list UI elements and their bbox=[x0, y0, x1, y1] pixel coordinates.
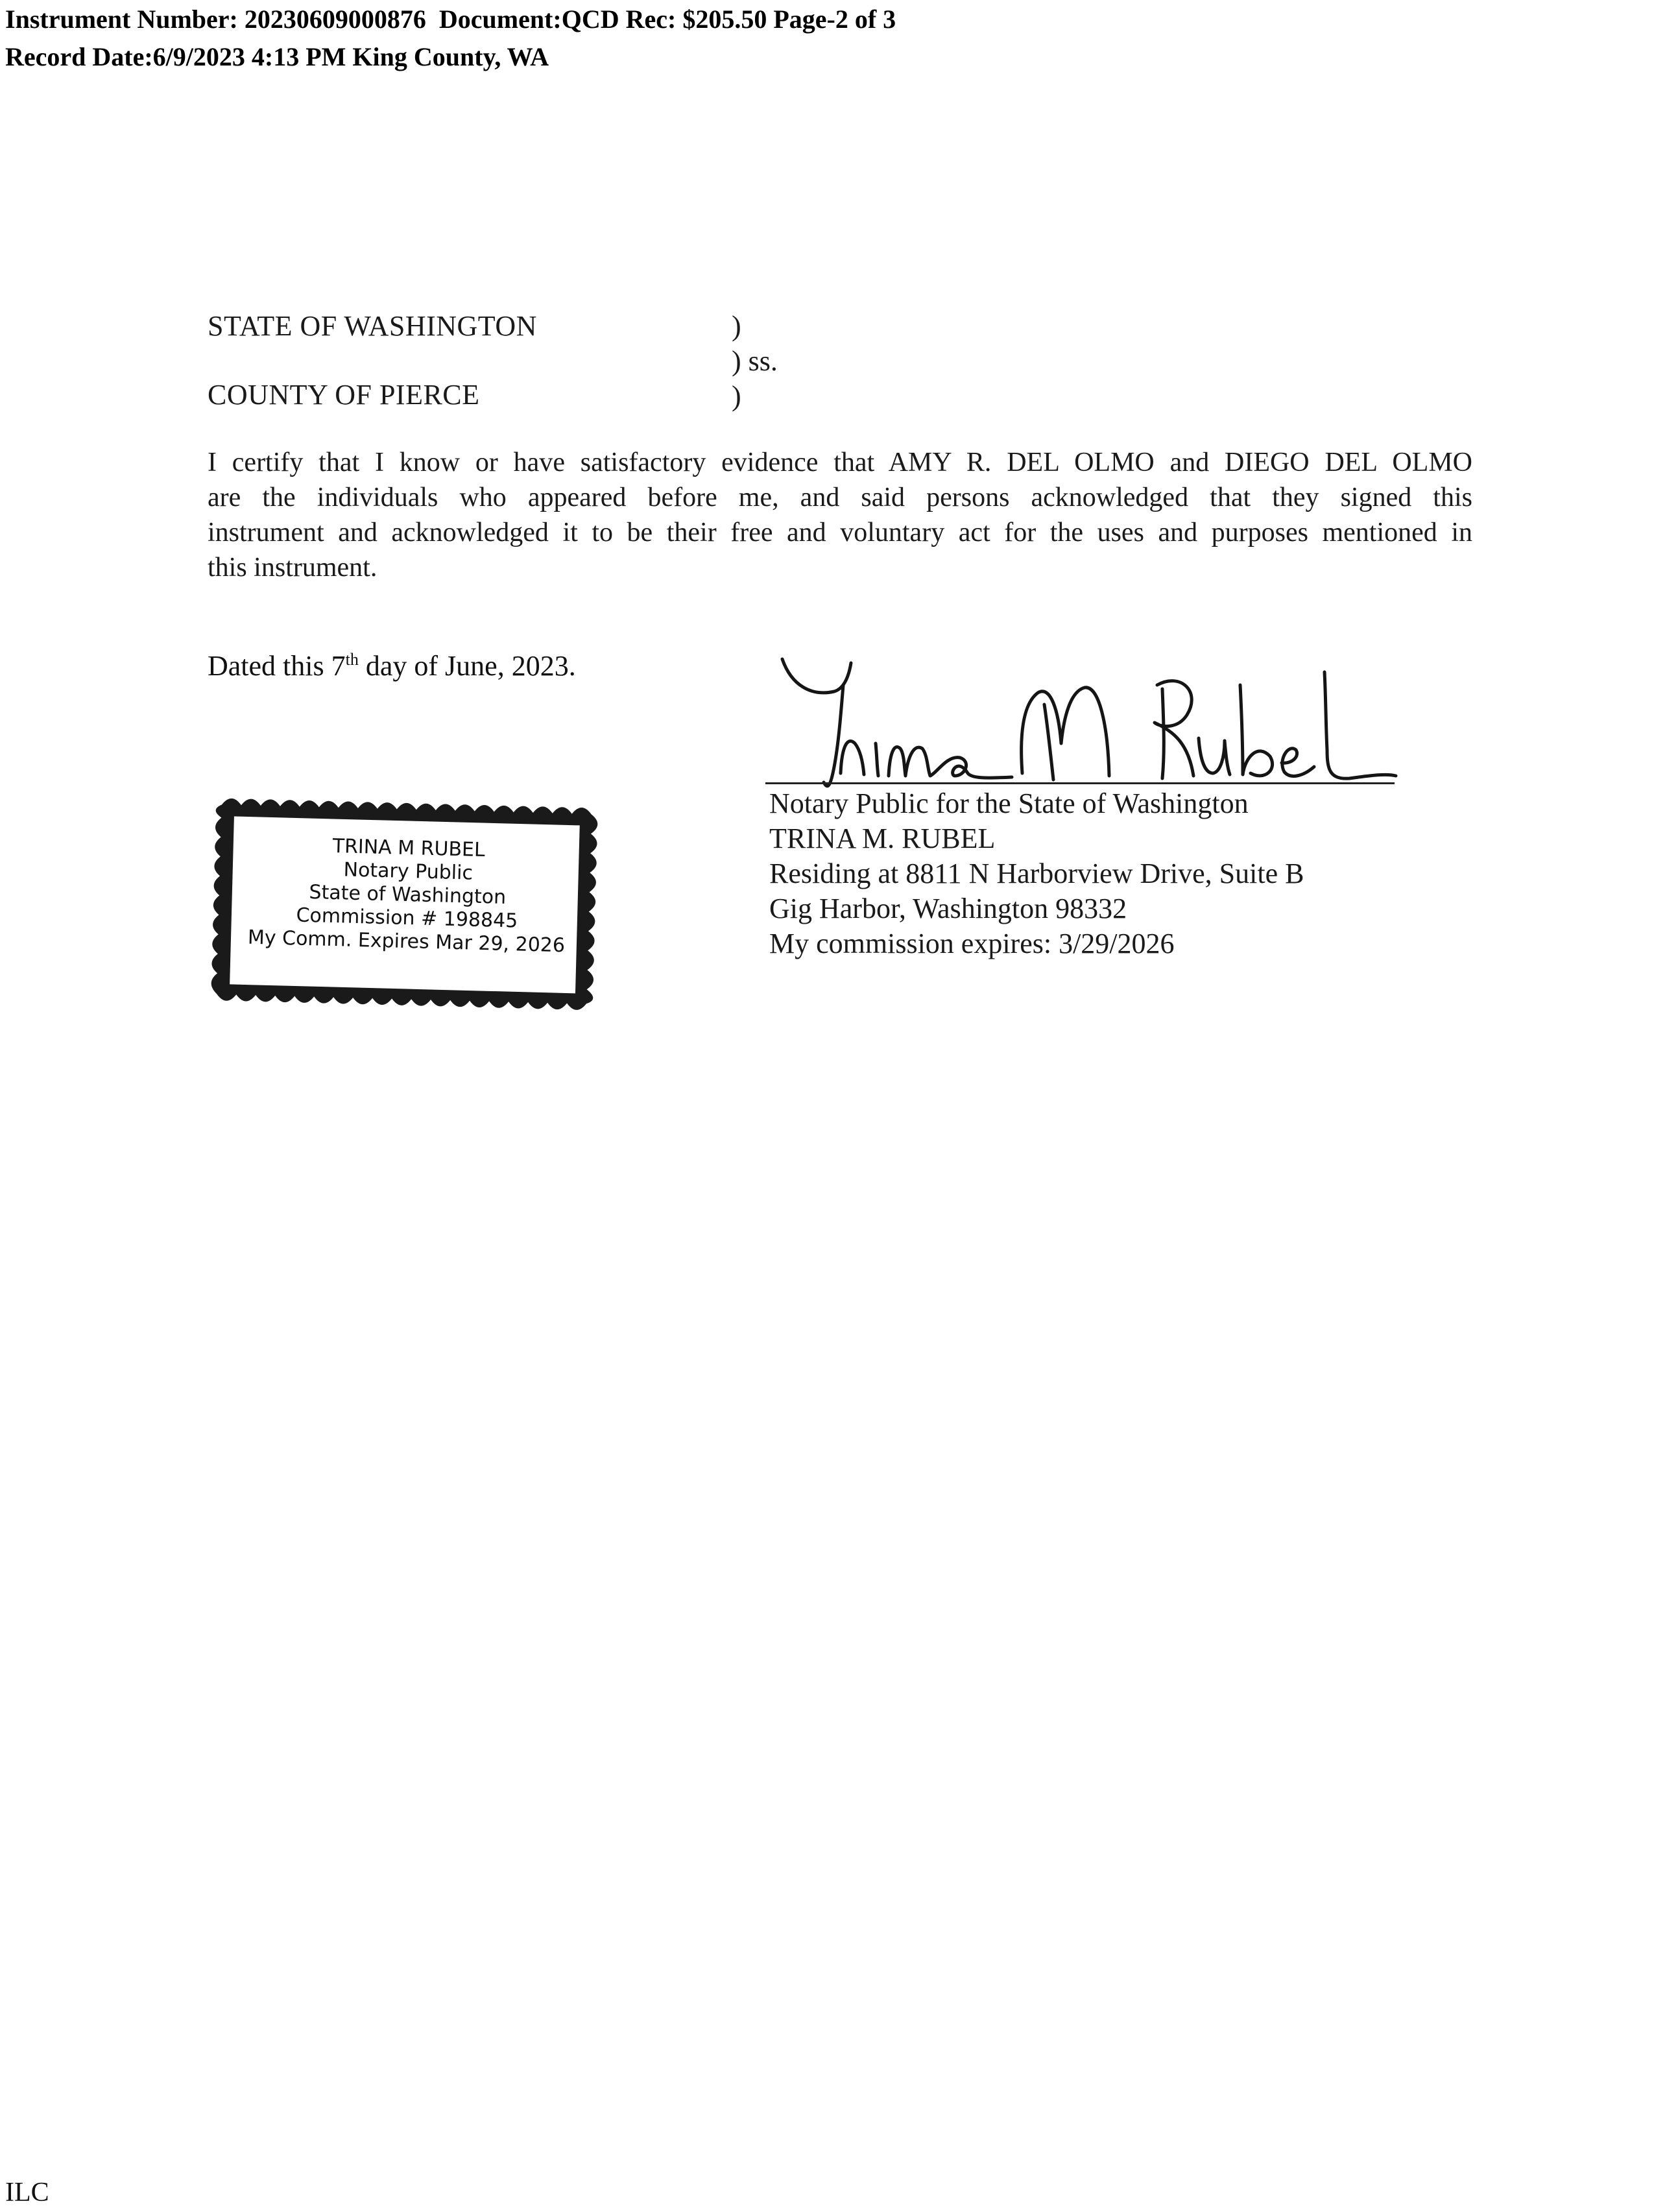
notary-block bbox=[769, 786, 1304, 961]
acknowledgment-line: I certify that I know or have satisfactory evidence that AMY R. DEL OLMO and DIEGO DEL OLMO bbox=[208, 448, 1472, 477]
dated-suffix: day of June, 2023. bbox=[358, 650, 576, 682]
notary-name: TRINA M. RUBEL bbox=[769, 823, 996, 854]
venue-state: STATE OF WASHINGTON bbox=[208, 310, 537, 342]
notary-city: Gig Harbor, Washington 98332 bbox=[769, 893, 1127, 924]
venue-paren-top: ) bbox=[732, 310, 741, 342]
stamp-commission-number: Commission # 198845 bbox=[296, 904, 518, 933]
notary-title: Notary Public for the State of Washington bbox=[769, 787, 1249, 819]
dated-ordinal: th bbox=[345, 650, 359, 669]
acknowledgment-paragraph bbox=[208, 445, 1472, 585]
stamp-name: TRINA M RUBEL bbox=[332, 834, 486, 862]
venue-paren-bottom: ) bbox=[732, 380, 741, 412]
acknowledgment-line: are the individuals who appeared before me, and said persons acknowledged that they signed this bbox=[208, 483, 1472, 512]
acknowledgment-line: instrument and acknowledged it to be their free and voluntary act for the uses and purposes mentioned in bbox=[208, 518, 1472, 547]
recording-header-line-2: Record Date:6/9/2023 4:13 PM King County, WA bbox=[5, 42, 549, 71]
stamp-expiration: My Comm. Expires Mar 29, 2026 bbox=[247, 926, 566, 957]
acknowledgment-line: this instrument. bbox=[208, 553, 378, 583]
notary-stamp bbox=[204, 785, 612, 1022]
recording-header-line-1: Instrument Number: 20230609000876 Document:QCD Rec: $205.50 Page-2 of 3 bbox=[5, 5, 896, 34]
stamp-title: Notary Public bbox=[343, 858, 473, 885]
stamp-text bbox=[231, 832, 584, 958]
signature-line bbox=[765, 782, 1395, 784]
venue-county: COUNTY OF PIERCE bbox=[208, 379, 480, 411]
notary-residing: Residing at 8811 N Harborview Drive, Suite B bbox=[769, 858, 1304, 889]
dated-line bbox=[208, 649, 576, 684]
notary-commission-expires: My commission expires: 3/29/2026 bbox=[769, 928, 1175, 959]
dated-prefix: Dated this 7 bbox=[208, 650, 346, 682]
footer-mark: ILC bbox=[5, 2178, 49, 2207]
stamp-state: State of Washington bbox=[309, 881, 507, 909]
venue-paren-ss: ) ss. bbox=[732, 345, 778, 377]
